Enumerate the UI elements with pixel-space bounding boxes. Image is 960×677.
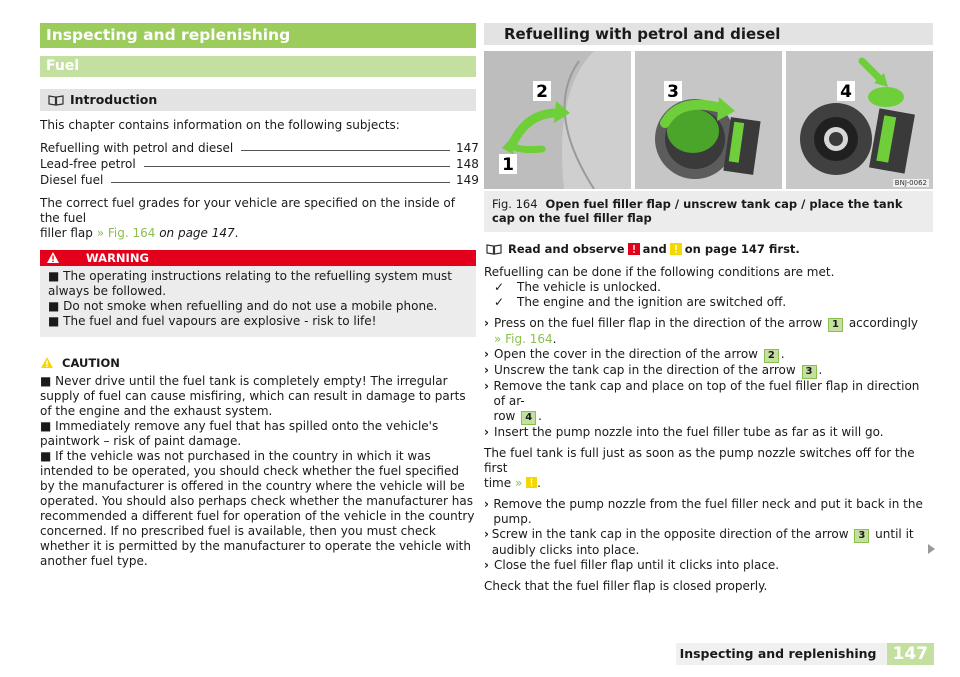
toc-label: Diesel fuel (40, 173, 104, 187)
toc-item[interactable] (40, 139, 479, 155)
caution-item: ■ If the vehicle was not purchased in the country in which it was intended to be operated, you should check whether the fuel specified by the manufacturer is offered in the country where the vehicle will be operated. You should also perhaps check whether the manufacturer has recommended a different fuel for operation of the vehicle in the country concerned. If no prescribed fuel is available, then you must check whether it is permitted by the manufacturer to operate the vehicle with another fuel type. (40, 449, 475, 568)
toc-label: Refuelling with petrol and diesel (40, 141, 234, 155)
arrow-label-box: 1 (828, 318, 843, 332)
step-3-text: Unscrew the tank cap in the direction of the arrow (494, 363, 796, 377)
right-column (484, 23, 933, 594)
step-arrow-icon: › (484, 527, 489, 541)
read-and: and (642, 242, 667, 256)
figure-164 (484, 51, 933, 189)
step-item (484, 379, 933, 425)
figure-label-1: 1 (502, 155, 514, 175)
step-4-cont: row (493, 409, 516, 423)
fig-ref-link[interactable]: » Fig. 164 (494, 332, 553, 346)
toc-page: 149 (456, 173, 479, 187)
step-arrow-icon: › (484, 379, 489, 393)
tank-full-line2: time (484, 476, 512, 490)
caution-list (40, 374, 476, 569)
period: . (552, 332, 557, 346)
left-column (40, 23, 479, 569)
step-item (484, 497, 933, 527)
figure-caption-text: Open fuel filler flap / unscrew tank cap / place the tank cap on the fuel filler flap (492, 197, 903, 225)
toc-label: Lead-free petrol (40, 157, 136, 171)
step-arrow-icon: › (484, 347, 489, 361)
flap-illustration (484, 51, 631, 189)
step-1-text: Press on the fuel filler flap in the direction of the arrow (494, 316, 823, 330)
intro-heading: Introduction (70, 92, 158, 107)
toc-leader (241, 150, 450, 151)
toc-list (40, 139, 479, 187)
tank-full-line1: The fuel tank is full just as soon as the pump nozzle switches off for the first (484, 446, 915, 475)
warning-ref-icon[interactable] (628, 243, 640, 255)
condition-text: The vehicle is unlocked. (517, 280, 661, 294)
figure-panel-unscrew-cap (635, 51, 782, 189)
step-4-text: Remove the tank cap and place on top of the fuel filler flap in direction of ar- (493, 379, 920, 408)
figure-label-3: 3 (667, 82, 679, 102)
caution-label: CAUTION (62, 356, 120, 370)
condition-item (484, 280, 933, 295)
figure-number: Fig. 164 (492, 197, 538, 211)
step-arrow-icon: › (484, 316, 489, 330)
step-item (484, 425, 933, 440)
step-5-text: Insert the pump nozzle into the fuel filler tube as far as it will go. (494, 425, 884, 439)
step-item (484, 558, 933, 573)
arrow-label-box: 2 (764, 349, 779, 363)
intro-text: This chapter contains information on the following subjects: (40, 118, 400, 132)
step-7-post: until it audibly clicks into place. (491, 527, 914, 557)
arrow-label-box: 3 (854, 529, 869, 543)
step-text (494, 379, 933, 425)
caution-triangle-icon (40, 356, 54, 369)
figure-caption (484, 191, 933, 232)
warning-list (40, 269, 476, 329)
steps-list-1 (484, 316, 933, 440)
steps-list-2 (484, 497, 933, 573)
warning-item: ■ The operating instructions relating to the refuelling system must always be followed. (48, 269, 453, 298)
step-6-text: Remove the pump nozzle from the fuel filler neck and put it back in the pump. (493, 497, 923, 526)
book-icon (48, 95, 64, 106)
figure-panel-open-flap (484, 51, 631, 189)
caution-item: ■ Immediately remove any fuel that has spilled onto the vehicle's paintwork – risk of paint damage. (40, 419, 439, 448)
warning-triangle-icon (46, 251, 60, 264)
warning-label: WARNING (86, 251, 149, 265)
period: . (234, 226, 239, 240)
continue-arrow-icon (928, 544, 935, 554)
warning-item: ■ Do not smoke when refuelling and do not use a mobile phone. (48, 299, 438, 313)
fuel-grades-line1: The correct fuel grades for your vehicle are specified on the inside of the fuel (40, 196, 455, 225)
step-arrow-icon: › (484, 497, 489, 511)
step-text (494, 347, 785, 363)
warning-box (40, 250, 476, 337)
caution-ref-icon[interactable] (526, 477, 537, 488)
step-text (492, 527, 933, 558)
period: . (538, 409, 542, 423)
page-footer (676, 643, 934, 665)
step-7-text: Screw in the tank cap in the opposite direction of the arrow (491, 527, 849, 541)
arrow-label-box: 4 (521, 411, 536, 425)
step-item (484, 347, 933, 363)
condition-item (484, 295, 933, 310)
caution-header (40, 355, 476, 371)
figure-label-4: 4 (840, 82, 852, 102)
step-2-text: Open the cover in the direction of the arrow (494, 347, 758, 361)
section-title-refuelling: Refuelling with petrol and diesel (484, 23, 933, 45)
fuel-grades-text (40, 196, 476, 241)
arrow-label-box: 3 (802, 365, 817, 379)
cap-placed-illustration (786, 51, 933, 189)
final-check-text: Check that the fuel filler flap is closed properly. (484, 579, 768, 593)
read-observe-line (484, 241, 933, 257)
toc-item[interactable] (40, 171, 479, 187)
step-text (494, 363, 822, 379)
step-8-text: Close the fuel filler flap until it clicks into place. (494, 558, 780, 572)
step-item (484, 363, 933, 379)
on-page-ref: on page 147 (155, 226, 235, 240)
caution-item: ■ Never drive until the fuel tank is completely empty! The irregular supply of fuel can cause misfiring, which can result in damage to parts of the engine and the exhaust system. (40, 374, 466, 418)
step-1-post: accordingly (848, 316, 919, 330)
tank-full-text (484, 446, 933, 491)
period: . (818, 363, 823, 377)
step-item (484, 316, 933, 347)
page-number: 147 (887, 643, 935, 665)
toc-leader (144, 166, 450, 167)
book-icon (486, 244, 502, 255)
check-icon: ✓ (494, 295, 505, 309)
warning-header (40, 250, 476, 266)
toc-item[interactable] (40, 155, 479, 171)
period: . (537, 476, 541, 490)
toc-leader (111, 182, 450, 183)
section-title: Fuel (40, 56, 476, 77)
intro-heading-bar (40, 89, 476, 111)
conditions-intro: Refuelling can be done if the following conditions are met. (484, 265, 835, 279)
chapter-title: Inspecting and replenishing (40, 23, 476, 48)
period: . (780, 347, 785, 361)
fig-ref-link[interactable]: » Fig. 164 (96, 226, 156, 240)
cap-illustration (635, 51, 782, 189)
caution-ref-link[interactable]: » (514, 476, 523, 490)
caution-ref-icon[interactable] (670, 243, 682, 255)
caution-box (40, 355, 476, 569)
footer-chapter: Inspecting and replenishing (676, 643, 887, 665)
warning-item: ■ The fuel and fuel vapours are explosive - risk to life! (48, 314, 377, 328)
figure-label-2: 2 (536, 82, 548, 102)
condition-text: The engine and the ignition are switched off. (517, 295, 787, 309)
step-item (484, 527, 933, 558)
step-text (494, 316, 918, 347)
fuel-grades-line2: filler flap (40, 226, 97, 240)
step-arrow-icon: › (484, 363, 489, 377)
toc-page: 147 (456, 141, 479, 155)
figure-code: BNJ-0062 (894, 179, 927, 187)
read-pre: Read and observe (508, 242, 625, 256)
figure-panel-place-cap (786, 51, 933, 189)
step-arrow-icon: › (484, 558, 489, 572)
read-post: on page 147 first. (684, 242, 800, 256)
step-arrow-icon: › (484, 425, 489, 439)
check-icon: ✓ (494, 280, 505, 294)
toc-page: 148 (456, 157, 479, 171)
